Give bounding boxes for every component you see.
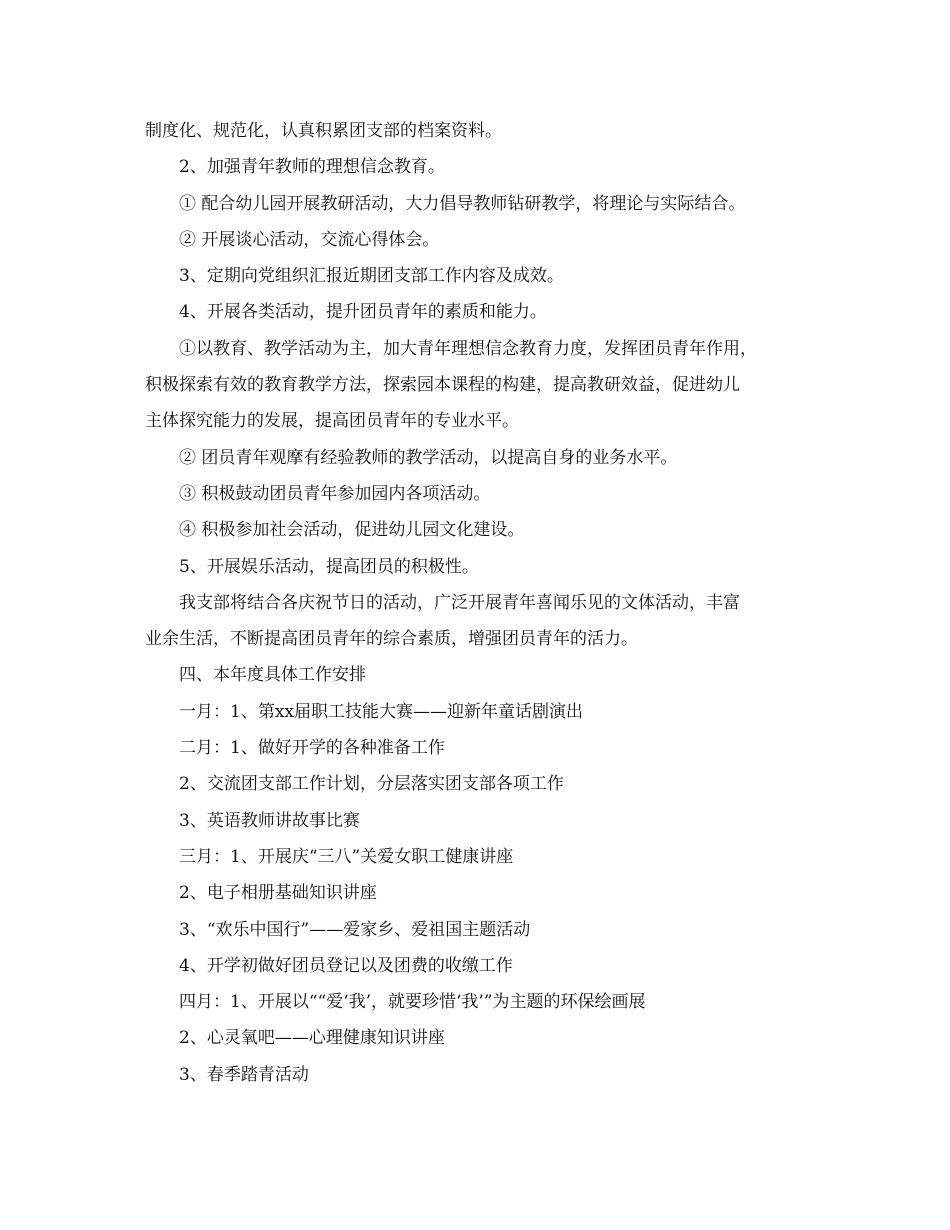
text-line: 我支部将结合各庆祝节日的活动，广泛开展青年喜闻乐见的文体活动，丰富 (179, 592, 740, 613)
text-line: ① 配合幼儿园开展教研活动，大力倡导教师钻研教学，将理论与实际结合。 (179, 193, 746, 214)
text-line: 制度化、规范化，认真积累团支部的档案资料。 (145, 121, 502, 141)
schedule-item: 3、英语教师讲故事比赛 (179, 810, 360, 831)
document-body (145, 113, 810, 1093)
text-line: ①以教育、教学活动为主，加大青年理想信念教育力度，发挥团员青年作用， (179, 338, 757, 359)
text-line: 4、开展各类活动，提升团员青年的素质和能力。 (179, 302, 547, 323)
text-line: ② 团员青年观摩有经验教师的教学活动，以提高自身的业务水平。 (179, 447, 678, 468)
text-line: ④ 积极参加社会活动，促进幼儿园文化建设。 (179, 520, 525, 541)
text-line: 5、开展娱乐活动，提高团员的积极性。 (179, 556, 479, 577)
text-line: ② 开展谈心活动，交流心得体会。 (179, 229, 440, 250)
schedule-item: 4、开学初做好团员登记以及团费的收缴工作 (179, 955, 513, 976)
schedule-item: 2、心灵氧吧——心理健康知识讲座 (179, 1028, 445, 1049)
text-line: 积极探索有效的教育教学方法，探索园本课程的构建，提高教研效益，促进幼儿 (145, 375, 740, 396)
schedule-item: 二月：1、做好开学的各种准备工作 (179, 738, 445, 759)
text-line: ③ 积极鼓动团员青年参加园内各项活动。 (179, 483, 491, 504)
schedule-item: 3、春季踏青活动 (179, 1064, 309, 1085)
schedule-item: 四月：1、开展以““爱‘我’，就要珍惜‘我’”为主题的环保绘画展 (179, 992, 646, 1013)
text-line: 业余生活，不断提高团员青年的综合素质，增强团员青年的活力。 (145, 629, 638, 650)
text-line: 2、加强青年教师的理想信念教育。 (179, 157, 445, 178)
schedule-item: 2、交流团支部工作计划，分层落实团支部各项工作 (179, 774, 564, 795)
schedule-item: 2、电子相册基础知识讲座 (179, 883, 377, 904)
schedule-item: 3、“欢乐中国行”——爱家乡、爱祖国主题活动 (179, 919, 531, 940)
text-line: 3、定期向党组织汇报近期团支部工作内容及成效。 (179, 266, 564, 287)
schedule-item: 一月：1、第xx届职工技能大赛——迎新年童话剧演出 (179, 701, 583, 722)
text-line: 主体探究能力的发展，提高团员青年的专业水平。 (145, 411, 519, 432)
schedule-item: 三月：1、开展庆“三八”关爱女职工健康讲座 (179, 846, 514, 867)
section-heading: 四、本年度具体工作安排 (179, 665, 366, 686)
